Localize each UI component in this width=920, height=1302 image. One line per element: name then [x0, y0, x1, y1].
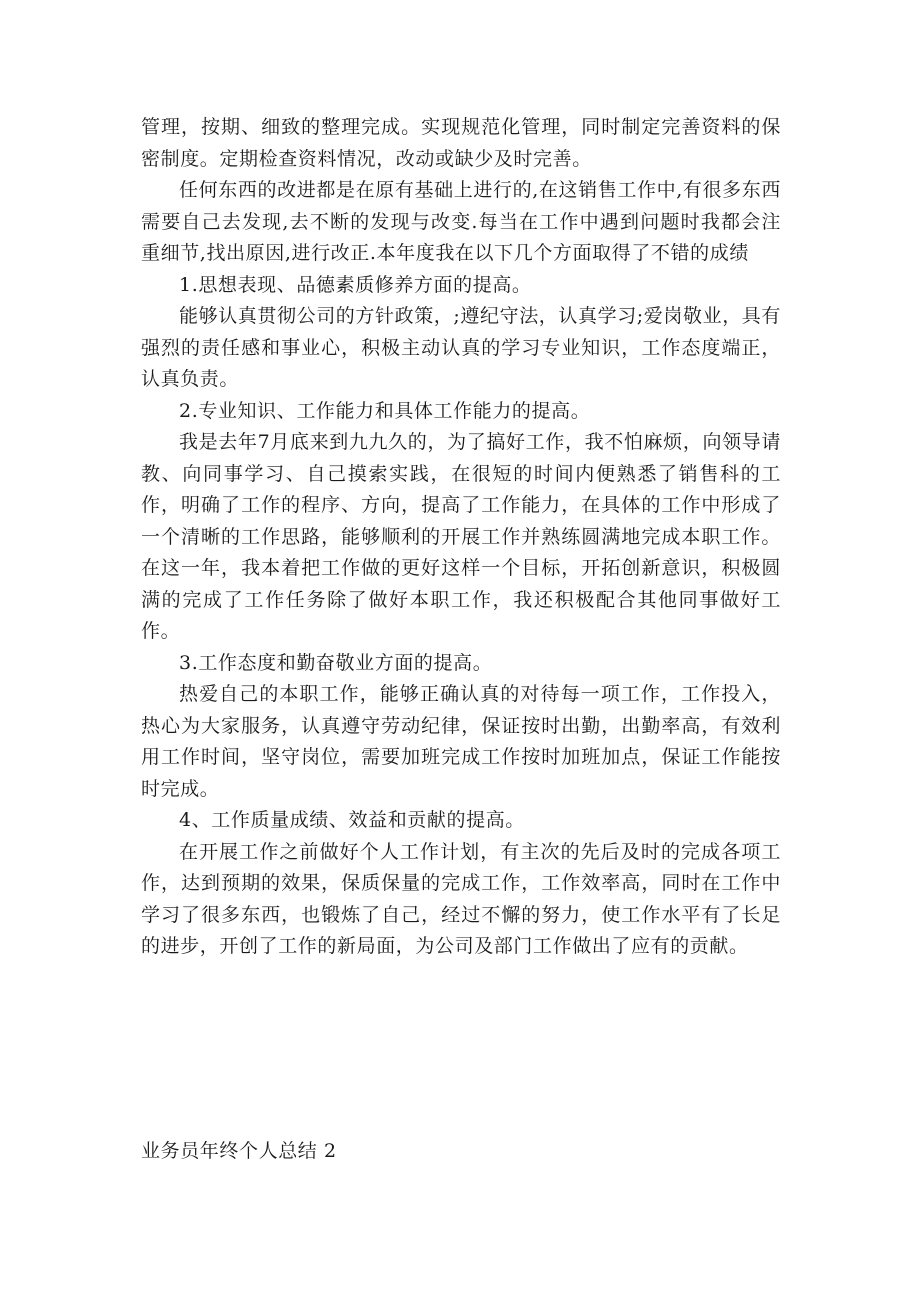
section-heading-2: 2.专业知识、工作能力和具体工作能力的提高。 [179, 399, 591, 422]
section-heading-4: 4、工作质量成绩、效益和贡献的提高。 [179, 809, 525, 831]
paragraph-section-4: 在开展工作之前做好个人工作计划，有主次的先后及时的完成各项工作，达到预期的效果，保质保量的完成工作，工作效率高，同时在工作中学习了很多东西，也锻炼了自己，经过不懈的努力，使工作水平有了长足的进步，开创了工作的新局面，为公司及部门工作做出了应有的贡献。 [141, 840, 781, 957]
paragraph-continuation: 管理，按期、细致的整理完成。实现规范化管理，同时制定完善资料的保密制度。定期检查资料情况，改动或缺少及时完善。 [141, 116, 781, 170]
document-body [141, 112, 781, 963]
paragraph-section-2: 我是去年7月底来到九九久的，为了搞好工作，我不怕麻烦，向领导请教、向同事学习、自己摸索实践，在很短的时间内便熟悉了销售科的工作，明确了工作的程序、方向，提高了工作能力，在具体的工作中形成了一个清晰的工作思路，能够顺利的开展工作并熟练圆满地完成本职工作。在这一年，我本着把工作做的更好这样一个目标，开拓创新意识，积极圆满的完成了工作任务除了做好本职工作，我还积极配合其他同事做好工作。 [141, 431, 781, 642]
section-heading-3: 3.工作态度和勤奋敬业方面的提高。 [179, 651, 493, 674]
paragraph-section-3: 热爱自己的本职工作，能够正确认真的对待每一项工作，工作投入，热心为大家服务，认真遵守劳动纪律，保证按时出勤，出勤率高，有效利用工作时间，坚守岗位，需要加班完成工作按时加班加点，保证工作能按时完成。 [141, 683, 781, 800]
paragraph-improvement-intro: 任何东西的改进都是在原有基础上进行的,在这销售工作中,有很多东西需要自己去发现,去不断的发现与改变.每当在工作中遇到问题时我都会注重细节,找出原因,进行改正.本年度我在以下几个方面取得了不错的成绩 [141, 179, 781, 264]
section-heading-1: 1.思想表现、品德素质修养方面的提高。 [179, 273, 532, 296]
next-section-title: 业务员年终个人总结 2 [141, 1140, 337, 1162]
paragraph-section-1: 能够认真贯彻公司的方针政策，;遵纪守法，认真学习;爱岗敬业，具有强烈的责任感和事业心，积极主动认真的学习专业知识，工作态度端正，认真负责。 [141, 305, 782, 390]
